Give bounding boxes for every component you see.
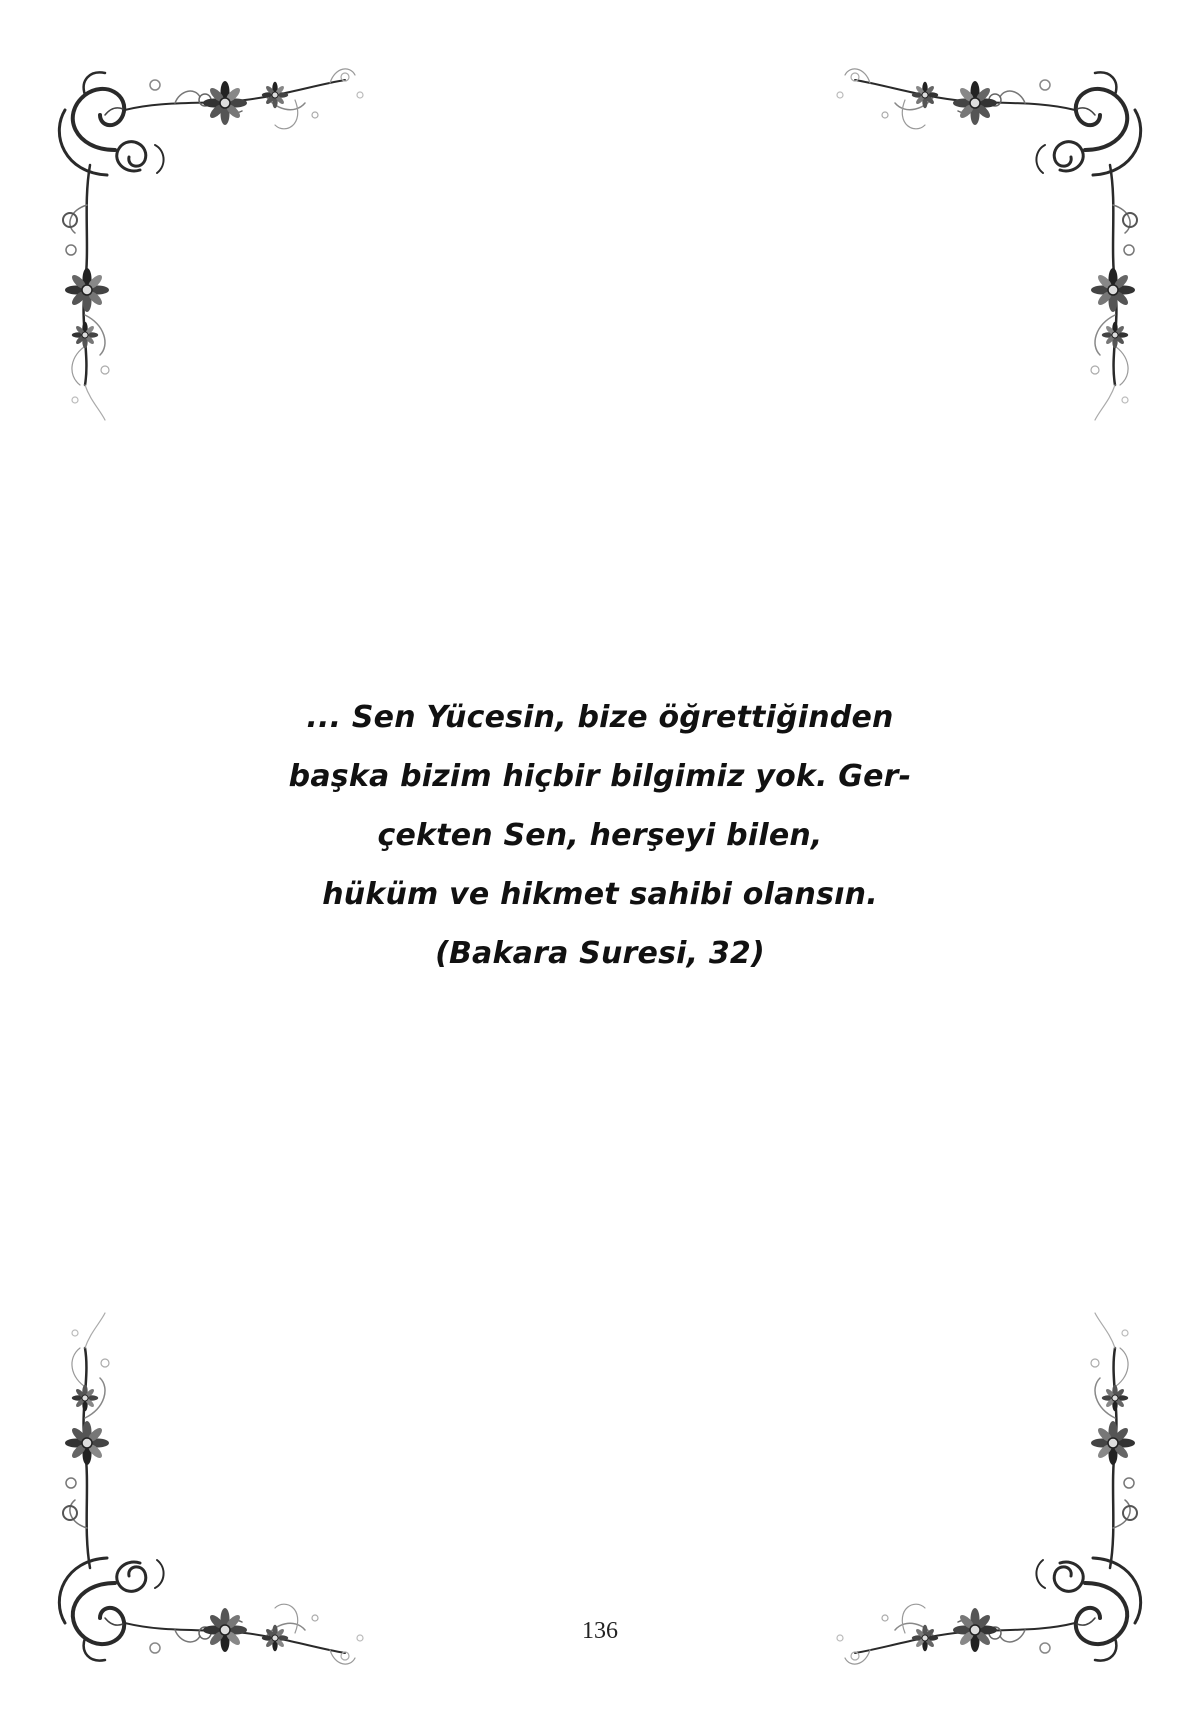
verse-line: çekten Sen, herşeyi bilen,	[377, 818, 823, 853]
verse-quote	[0, 688, 1200, 983]
floral-corner-ornament-icon	[45, 55, 385, 435]
verse-citation: (Bakara Suresi, 32)	[435, 936, 765, 971]
floral-corner-ornament-icon	[815, 55, 1155, 435]
verse-line: başka bizim hiçbir bilgimiz yok. Ger-	[288, 759, 912, 794]
verse-line: hüküm ve hikmet sahibi olansın.	[322, 877, 878, 912]
verse-line: ... Sen Yücesin, bize öğrettiğinden	[306, 700, 894, 735]
page-number: 136	[582, 1618, 618, 1644]
